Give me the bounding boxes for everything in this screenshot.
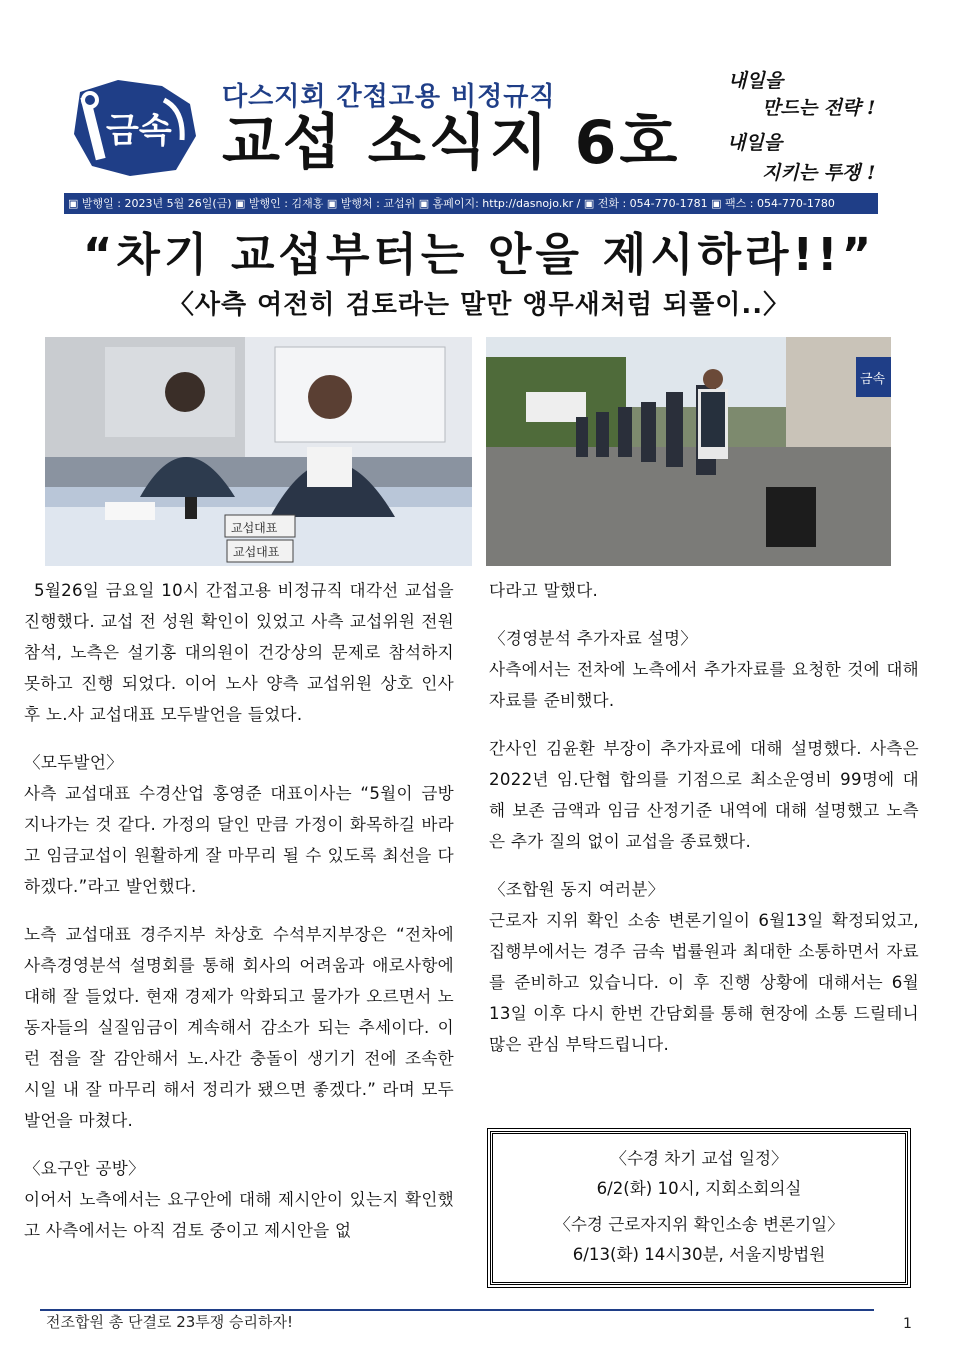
logo-text: 금속: [106, 111, 172, 151]
banner-text: 금속: [860, 372, 886, 387]
opening-remarks-management: 사측 교섭대표 수경산업 홍영준 대표이사는 “5월이 금방 지나가는 것 같다. 가정의 달인 만큼 가정이 화목하길 바라고 임금교섭이 원활하게 잘 마무리 될 수 있도록 최선을 다하겠다.”라고 발언했다.: [24, 784, 454, 896]
schedule-detail-hearing: 6/13(화) 14시30분, 서울지방법원: [572, 1245, 826, 1264]
union-logo: [66, 70, 202, 182]
section-heading-demands: 〈요구안 공방〉: [24, 1159, 146, 1178]
photo-negotiation-table: [45, 337, 472, 566]
intro-paragraph: 5월26일 금요일 10시 간접고용 비정규직 대각선 교섭을 진행했다. 교섭 전 성원 확인이 있었고 사측 교섭위원 전원 참석, 노측은 설기홍 대의원이 건강상의 문제로 참석하지 못하고 진행 되었다. 이어 노사 양측 교섭위원 상호 인사 후 노.사 교섭대표 모두발언을 들었다.: [24, 581, 454, 724]
slogan-line-3: 내일을: [727, 132, 783, 154]
slogan-line-4: 지키는 투쟁 !: [762, 162, 876, 184]
subheadline: 〈사측 여전히 검토라는 말만 앵무새처럼 되풀이..〉: [167, 290, 791, 320]
sign-1-text: 교섭대표: [231, 521, 278, 535]
slogan-line-1: 내일을: [728, 70, 784, 92]
section-heading-members: 〈조합원 동지 여러분〉: [489, 880, 665, 899]
business-analysis-paragraph-1: 사측에서는 전차에 노측에서 추가자료를 요청한 것에 대해 자료를 준비했다.: [489, 660, 919, 710]
schedule-detail-next-negotiation: 6/2(화) 10시, 지회소회의실: [596, 1179, 802, 1198]
sign-2-text: 교섭대표: [233, 545, 280, 559]
union-logo-graphic: [66, 70, 202, 182]
demands-paragraph-continued: 다라고 말했다.: [489, 581, 599, 600]
subtitle: 다스지회 간접고용 비정규직: [222, 82, 556, 112]
demands-paragraph: 이어서 노측에서는 요구안에 대해 제시안이 있는지 확인했고 사측에서는 아직 검토 중이고 제시안을 없: [24, 1190, 454, 1240]
section-heading-business-analysis: 〈경영분석 추가자료 설명〉: [489, 629, 698, 648]
section-heading-opening-remarks: 〈모두발언〉: [24, 753, 124, 772]
schedule-box: [490, 1131, 908, 1285]
opening-remarks-union: 노측 교섭대표 경주지부 차상호 수석부지부장은 “전차에 사측경영분석 설명회를 통해 회사의 어려움과 애로사항에 대해 잘 들었다. 현재 경제가 악화되고 물가가 오르면서 노동자들의 실질임금이 계속해서 감소가 되는 추세이다. 이런 점을 잘 감안해서 노.사간 충돌이 생기기 전에 조속한 시일 내 잘 마무리 해서 정리가 됐으면 좋겠다.” 라며 모두발언을 마쳤다.: [24, 925, 455, 1130]
left-column: [24, 575, 454, 1246]
publication-info-bar: ▣ 발행일 : 2023년 5월 26일(금) ▣ 발행인 : 김재홍 ▣ 발행처 : 교섭위 ▣ 홈페이지: http://dasnojo.kr / ▣ 전화 : 054-770-1781 ▣ 팩스 : 054-770-1780: [64, 193, 878, 214]
right-column: [489, 575, 919, 1060]
headline: “차기 교섭부터는 안을 제시하라!!”: [82, 228, 876, 281]
footer-slogan: 전조합원 총 단결로 23투쟁 승리하자!: [46, 1313, 294, 1331]
members-paragraph: 근로자 지위 확인 소송 변론기일이 6월13일 확정되었고, 집행부에서는 경주 금속 법률원과 최대한 소통하면서 자료를 준비하고 있습니다. 이 후 진행 상황에 대해서는 6월 13일 이후 다시 한번 간담회를 통해 현장에 소통 드릴테니 많은 관심 부탁드립니다.: [489, 911, 919, 1054]
slogan-line-2: 만드는 전략 !: [762, 97, 876, 119]
page-number: 1: [903, 1316, 912, 1332]
business-analysis-paragraph-2: 간사인 김윤환 부장이 추가자료에 대해 설명했다. 사측은 2022년 임.단협 합의를 기점으로 최소운영비 99명에 대해 보존 금액과 임금 산정기준 내역에 대해 설명했고 노측은 추가 질의 없이 교섭을 종료했다.: [489, 739, 919, 851]
schedule-title-hearing: 〈수경 근로자지위 확인소송 변론기일〉: [554, 1215, 844, 1234]
newsletter-title: 교섭 소식지 6호: [222, 108, 681, 178]
schedule-title-next-negotiation: 〈수경 차기 교섭 일정〉: [610, 1149, 788, 1168]
photo-rally: [486, 337, 891, 566]
